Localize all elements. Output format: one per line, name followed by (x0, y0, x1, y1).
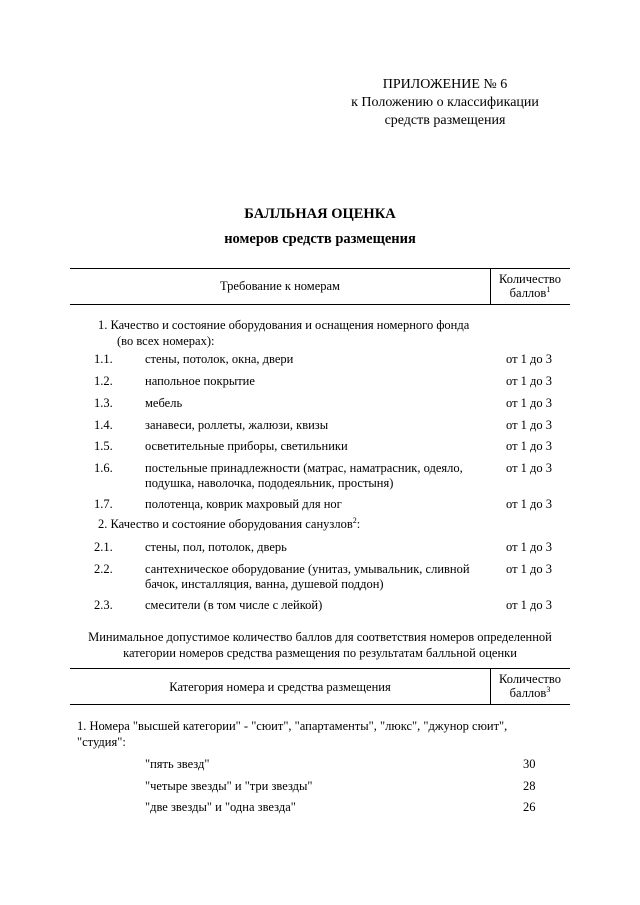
appendix-reference-cont: средств размещения (384, 113, 506, 128)
row-score: от 1 до 3 (506, 598, 553, 612)
row-number: 2.2. (94, 562, 113, 576)
row-score: 30 (523, 757, 536, 771)
table2-header-category: Категория номера и средства размещения (169, 680, 391, 694)
row-text: напольное покрытие (145, 374, 255, 388)
row-number: 2.3. (94, 598, 113, 612)
appendix-reference: к Положению о классификации (351, 95, 539, 110)
section1-heading: 1. Качество и состояние оборудования и оснащения номерного фонда (98, 318, 470, 332)
row-score: от 1 до 3 (506, 374, 553, 388)
row-text: "четыре звезды" и "три звезды" (145, 779, 313, 793)
row-text: занавеси, роллеты, жалюзи, квизы (145, 418, 329, 432)
section1-heading-cont: (во всех номерах): (117, 334, 215, 348)
appendix-header (300, 76, 590, 130)
row-text: стены, потолок, окна, двери (145, 352, 294, 366)
appendix-number: ПРИЛОЖЕНИЕ № 6 (382, 77, 508, 92)
footnote-mark: 2 (352, 515, 357, 525)
footnote-mark: 1 (546, 284, 551, 294)
row-text-cont: подушка, наволочка, пододеяльник, простыня) (145, 476, 394, 490)
table1-header-score-line2: баллов$^1$ (509, 284, 551, 300)
row-score: 28 (523, 779, 536, 793)
row-text: сантехническое оборудование (унитаз, умывальник, сливной (145, 562, 470, 576)
row-text: стены, пол, потолок, дверь (145, 540, 287, 554)
table2-top-rule (70, 668, 570, 669)
row-score: от 1 до 3 (506, 497, 553, 511)
min-score-caption: Минимальное допустимое количество баллов для соответствия номеров определенной (88, 630, 552, 644)
row-score: от 1 до 3 (506, 439, 553, 453)
row-score: от 1 до 3 (506, 540, 553, 554)
row-score: от 1 до 3 (506, 352, 553, 366)
table2-section1-heading: 1. Номера "высшей категории" - "сюит", "апартаменты", "люкс", "джунор сюит", (77, 719, 508, 733)
row-number: 1.5. (94, 439, 113, 453)
table2-header-score-line2: баллов$^3$ (509, 684, 551, 700)
table1-header-requirement: Требование к номерам (220, 279, 340, 293)
row-number: 1.1. (94, 352, 113, 366)
table1-header-score (490, 272, 570, 300)
table2-header-rule (70, 704, 570, 705)
footnote-mark: 3 (546, 684, 551, 694)
row-score: от 1 до 3 (506, 418, 553, 432)
row-score: от 1 до 3 (506, 396, 553, 410)
row-score: от 1 до 3 (506, 461, 553, 475)
row-text: "пять звезд" (145, 757, 210, 771)
document-title: БАЛЛЬНАЯ ОЦЕНКА (244, 206, 396, 222)
row-score: от 1 до 3 (506, 562, 553, 576)
row-text: смесители (в том числе с лейкой) (145, 598, 323, 612)
row-number: 2.1. (94, 540, 113, 554)
section2-heading: 2. Качество и состояние оборудования санузлов$^2$: (98, 515, 361, 531)
row-text: "две звезды" и "одна звезда" (145, 800, 296, 814)
row-number: 1.3. (94, 396, 113, 410)
table1-top-rule (70, 268, 570, 269)
row-text: осветительные приборы, светильники (145, 439, 348, 453)
table2-header-score (490, 672, 570, 700)
row-number: 1.7. (94, 497, 113, 511)
row-number: 1.6. (94, 461, 113, 475)
table1-header-rule (70, 304, 570, 305)
table1-header-score-line1: Количество (499, 272, 561, 286)
min-score-caption-cont: категории номеров средства размещения по результатам балльной оценки (123, 646, 517, 660)
row-text-cont: бачок, инсталляция, ванна, душевой поддон) (145, 577, 384, 591)
row-number: 1.4. (94, 418, 113, 432)
row-text: полотенца, коврик махровый для ног (145, 497, 342, 511)
table2-header-score-line1: Количество (499, 672, 561, 686)
row-text: мебель (145, 396, 183, 410)
table2-section1-heading-cont: "студия": (77, 735, 126, 749)
document-subtitle: номеров средств размещения (224, 231, 416, 247)
row-score: 26 (523, 800, 536, 814)
row-text: постельные принадлежности (матрас, наматрасник, одеяло, (145, 461, 463, 475)
row-number: 1.2. (94, 374, 113, 388)
